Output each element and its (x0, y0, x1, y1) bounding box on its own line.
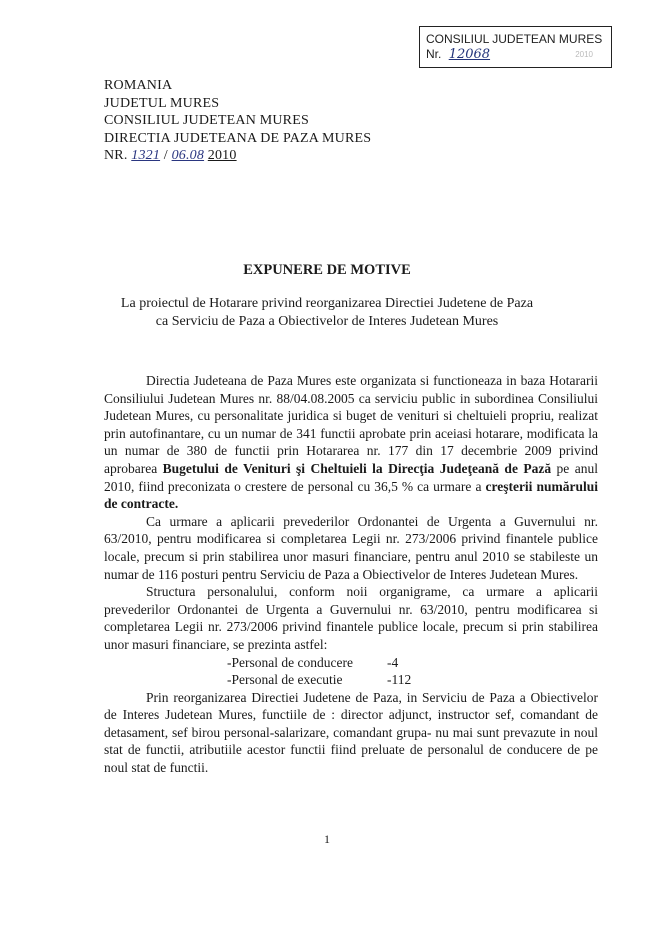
document-subtitle (100, 295, 554, 330)
paragraph-1 (104, 372, 598, 513)
list-item (227, 671, 598, 689)
paragraph-2: Ca urmare a aplicarii prevederilor Ordonantei de Urgenta a Guvernului nr. 63/2010, pentru modificarea si completarea Legii nr. 273/2006 privind finantele publice locale, precum si prin stabilirea unor masuri financiare, pentru anul 2010 se stabileste un numar de 116 posturi pentru Serviciu de Paza a Obiectivelor de Interes Judetean Mures. (104, 513, 598, 582)
header-separator: / (163, 148, 168, 163)
subtitle-line-1: La proiectul de Hotarare privind reorganizarea Directiei Judetene de Paza (120, 296, 534, 311)
document-header (104, 77, 371, 165)
stamp-nr-handwritten: 12068 (448, 47, 491, 62)
registration-stamp (419, 26, 612, 68)
header-nr-label: NR. (104, 148, 128, 163)
stamp-nr-label: Nr. (426, 47, 442, 61)
personnel-structure-list (104, 654, 598, 689)
document-title: EXPUNERE DE MOTIVE (243, 262, 411, 278)
list-item (227, 654, 598, 672)
paragraph-3: Structura personalului, conform noii organigrame, ca urmare a aplicarii prevederilor Ordonantei de Urgenta a Guvernului nr. 63/2010, pentru modificarea si completarea Legii nr. 273/2006 privind finantele publice locale, precum si prin stabilirea unor masuri financiare, se prezinta astfel: (104, 584, 598, 652)
document-body (104, 372, 598, 777)
header-registration-number (104, 147, 371, 165)
paragraph-1-bold: Bugetului de Venituri şi Cheltuieli la Direcţia Judeţeană de Pază (162, 460, 552, 476)
header-county: JUDETUL MURES (104, 95, 220, 111)
stamp-institution: CONSILIUL JUDETEAN MURES (426, 32, 603, 46)
stamp-number-line (426, 47, 611, 62)
stamp-faint-date: 2010 (575, 50, 593, 59)
page-number: 1 (324, 832, 330, 846)
paragraph-1-bold-2: creşterii numărului de contracte. (104, 478, 598, 512)
paragraph-1-text-2: pe anul 2010, fiind preconizata o crestere de personal cu 36,5 % ca urmare a (104, 460, 598, 494)
header-date-handwritten: 06.08 (171, 148, 205, 163)
header-directorate: DIRECTIA JUDETEANA DE PAZA MURES (104, 130, 372, 146)
paragraph-1-text: Directia Judeteana de Paza Mures este organizata si functioneaza in baza Hotararii Consiliului Judetean Mures nr. 88/04.08.2005 ca serviciu public in subordinea Consiliului Judetean Mures, cu personalitate juridica si buget de venituri si cheltuieli propriu, realizat prin autofinantare, cu un numar de 341 functii aprobate prin aceiasi hotarare, modificata la un numar de 380 de functii prin Hotararea nr. 177 din 17 decembrie 2009 privind aprobarea (104, 373, 598, 476)
header-year: 2010 (207, 148, 237, 163)
header-nr-handwritten: 1321 (131, 148, 161, 163)
item-value-management: -4 (387, 654, 399, 670)
subtitle-line-2: ca Serviciu de Paza a Obiectivelor de Interes Judetean Mures (155, 313, 499, 329)
header-country: ROMANIA (104, 78, 173, 93)
header-council: CONSILIUL JUDETEAN MURES (104, 113, 309, 128)
item-value-execution: -112 (387, 672, 412, 688)
item-label-execution: -Personal de executie (227, 672, 343, 688)
paragraph-4: Prin reorganizarea Directiei Judetene de Paza, in Serviciu de Paza a Obiectivelor de Interes Judetean Mures, functiile de : director adjunct, instructor sef, comandant de detasament, sef birou personal-salarizare, comandant grupa- nu mai sunt prevazute in noul stat de functii, atributiile acestor functii fiind preluate de personalul de conducere de pe noul stat de functii. (104, 689, 598, 776)
item-label-management: -Personal de conducere (227, 654, 353, 670)
